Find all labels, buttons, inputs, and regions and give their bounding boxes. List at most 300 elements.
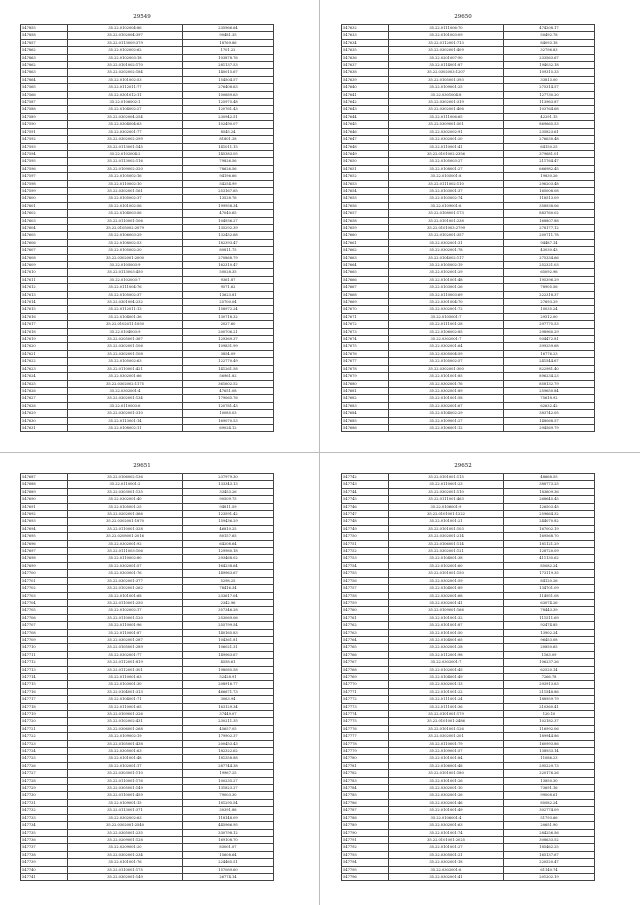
cadastral-number-cell: 35.22.0303001:110 <box>68 770 183 777</box>
value-cell: 164238.64 <box>183 562 274 569</box>
row-id-cell: 547762 <box>342 622 389 629</box>
table-row <box>342 128 595 135</box>
table-row <box>342 555 595 562</box>
cadastral-number-cell: 35.22.0105001:393 <box>389 76 504 83</box>
row-id-cell: 547596 <box>21 165 68 172</box>
row-id-cell: 547565 <box>21 84 68 91</box>
value-cell: 47651.08 <box>183 387 274 394</box>
cadastral-number-cell: 35.22.0110001:41 <box>389 143 504 150</box>
value-cell: 222318.37 <box>504 291 595 298</box>
row-id-cell: 547671 <box>342 313 389 320</box>
row-id-cell: 547757 <box>342 585 389 592</box>
row-id-cell: 547683 <box>342 402 389 409</box>
value-cell: 13902.24 <box>504 629 595 636</box>
row-id-cell: 547701 <box>21 577 68 584</box>
value-cell: 276408.63 <box>183 84 274 91</box>
value-cell: 230942.51 <box>183 113 274 120</box>
cadastral-number-cell: 35.22.0302001:10 <box>389 785 504 792</box>
row-id-cell: 547641 <box>342 91 389 98</box>
value-cell: 198085.58 <box>183 666 274 673</box>
table-row <box>21 488 274 495</box>
row-id-cell: 547858 <box>21 32 68 39</box>
table-row <box>21 777 274 784</box>
cadastral-number-cell: 35.22.0302001:40 <box>68 496 183 503</box>
cadastral-number-cell: 35.22.0101001:58 <box>389 395 504 402</box>
cadastral-number-cell: 35.22.0304004:63 <box>68 121 183 128</box>
cadastral-number-cell: 35.22.0302001:64 <box>389 343 504 350</box>
value-cell: 308633.52 <box>504 836 595 843</box>
cadastral-number-cell: 35.22.0109001:27 <box>389 417 504 424</box>
cadastral-number-cell: 35.22.0302001:300 <box>389 365 504 372</box>
table-row <box>342 358 595 365</box>
row-id-cell: 547629 <box>21 410 68 417</box>
row-id-cell: 547772 <box>342 696 389 703</box>
row-id-cell: 547709 <box>21 636 68 643</box>
table-row <box>342 474 595 481</box>
row-id-cell: 547789 <box>342 822 389 829</box>
table-row <box>21 533 274 540</box>
cadastral-number-cell: 35.22.0106001:4 <box>389 814 504 821</box>
value-cell: 169568.70 <box>504 533 595 540</box>
value-cell: 106237.26 <box>504 659 595 666</box>
table-row <box>342 762 595 769</box>
row-id-cell: 547738 <box>21 851 68 858</box>
cadastral-number-cell: 35.22.0111001:463 <box>389 496 504 503</box>
cadastral-number-cell: 35.22.0105001:438 <box>68 740 183 747</box>
table-row <box>21 770 274 777</box>
table-row <box>21 755 274 762</box>
row-id-cell: 547679 <box>342 373 389 380</box>
table-row <box>342 76 595 83</box>
table-row <box>21 136 274 143</box>
cadastral-number-cell: 35.22.0105002:16 <box>68 173 183 180</box>
page-divider-horizontal <box>0 452 640 453</box>
table-row <box>342 99 595 106</box>
table-row <box>21 158 274 165</box>
value-cell: 211764.47 <box>504 158 595 165</box>
row-id-cell: 547748 <box>342 518 389 525</box>
value-cell: 296203.48 <box>504 180 595 187</box>
cadastral-number-cell: 35.22.0104001:313 <box>68 688 183 695</box>
table-row <box>21 224 274 231</box>
cadastral-number-cell: 35.22.0109001:226 <box>68 711 183 718</box>
row-id-cell: 547594 <box>21 150 68 157</box>
value-cell: 168807.88 <box>504 217 595 224</box>
cadastral-number-cell: 35.22.0302001:1870 <box>68 518 183 525</box>
row-id-cell: 547864 <box>21 76 68 83</box>
table-row <box>21 592 274 599</box>
cadastral-number-cell: 35.22.0303001:76 <box>68 570 183 577</box>
value-cell: 96453.08 <box>504 636 595 643</box>
value-cell: 118513.09 <box>504 195 595 202</box>
row-id-cell: 547733 <box>21 814 68 821</box>
row-id-cell: 547771 <box>342 688 389 695</box>
value-cell: 169108.70 <box>183 836 274 843</box>
value-cell: 30391.88 <box>183 807 274 814</box>
cadastral-number-cell: 35.22.0302001:20 <box>389 136 504 143</box>
row-id-cell: 547765 <box>342 644 389 651</box>
table-row <box>342 91 595 98</box>
table-row <box>21 69 274 76</box>
value-cell: 220176.26 <box>504 770 595 777</box>
value-cell: 25700.04 <box>183 299 274 306</box>
table-row <box>21 395 274 402</box>
cadastral-number-cell: 35.22.0101001:22 <box>389 688 504 695</box>
table-row <box>21 187 274 194</box>
row-id-cell: 547657 <box>342 210 389 217</box>
row-id-cell: 547696 <box>21 540 68 547</box>
cadastral-number-cell: 35.22.0113009:379 <box>68 39 183 46</box>
cadastral-number-cell: 35.22.0106001:12 <box>389 424 504 431</box>
table-row <box>21 54 274 61</box>
table-row <box>342 39 595 46</box>
register-table <box>341 24 595 432</box>
row-id-cell: 547616 <box>21 313 68 320</box>
table-row <box>342 313 595 320</box>
cadastral-number-cell: 35.22.0101002:56 <box>68 202 183 209</box>
cadastral-number-cell: 35.22.0105001:8 <box>389 173 504 180</box>
table-row <box>21 659 274 666</box>
row-id-cell: 547787 <box>342 807 389 814</box>
value-cell: 61140.74 <box>504 866 595 873</box>
row-id-cell: 547628 <box>21 402 68 409</box>
value-cell: 64208.64 <box>183 540 274 547</box>
cadastral-number-cell: 35.22.0105002:2079 <box>68 224 183 231</box>
row-id-cell: 547694 <box>21 525 68 532</box>
table-row <box>21 873 274 880</box>
table-row <box>342 306 595 313</box>
row-id-cell: 547613 <box>21 291 68 298</box>
row-id-cell: 547702 <box>21 585 68 592</box>
cadastral-number-cell: 35.22.0108002:53 <box>68 239 183 246</box>
value-cell: 104936.27 <box>183 217 274 224</box>
value-cell: 383742.05 <box>504 410 595 417</box>
value-cell: 5298.25 <box>183 577 274 584</box>
table-row <box>342 577 595 584</box>
value-cell: 33813.00 <box>504 76 595 83</box>
table-row <box>342 417 595 424</box>
table-row <box>342 533 595 540</box>
table-row <box>21 644 274 651</box>
value-cell: 84093.18 <box>504 39 595 46</box>
row-id-cell: 547610 <box>21 269 68 276</box>
row-id-cell: 547743 <box>342 481 389 488</box>
value-cell: 50492.78 <box>504 32 595 39</box>
cadastral-number-cell: 35.22.0302001:7 <box>389 659 504 666</box>
cadastral-number-cell: 35.22.0104002:27 <box>68 106 183 113</box>
cadastral-number-cell: 35.22.0101001:76 <box>68 859 183 866</box>
table-row <box>21 792 274 799</box>
value-cell: 163129.34 <box>183 703 274 710</box>
row-id-cell: 547746 <box>342 503 389 510</box>
row-id-cell: 547782 <box>342 770 389 777</box>
row-id-cell: 547730 <box>21 792 68 799</box>
row-id-cell: 547713 <box>21 666 68 673</box>
table-row <box>342 336 595 343</box>
row-id-cell: 547684 <box>342 410 389 417</box>
table-row <box>342 387 595 394</box>
table-row <box>342 540 595 547</box>
row-id-cell: 547720 <box>21 718 68 725</box>
value-cell: 79826.56 <box>183 158 274 165</box>
value-cell: 189944.86 <box>504 733 595 740</box>
table-row <box>342 851 595 858</box>
cadastral-number-cell: 35.22.0302001:7 <box>389 336 504 343</box>
table-row <box>342 202 595 209</box>
table-row <box>342 299 595 306</box>
cadastral-number-cell: 35.22.0302001:134 <box>68 395 183 402</box>
value-cell: 62520.14 <box>504 666 595 673</box>
value-cell: 199958.34 <box>183 202 274 209</box>
table-row <box>342 599 595 606</box>
table-row <box>21 291 274 298</box>
row-id-cell: 547778 <box>342 740 389 747</box>
value-cell: 295229.73 <box>504 762 595 769</box>
cadastral-number-cell: 35.22.0108001:27 <box>389 165 504 172</box>
cadastral-number-cell: 35.22.0301004:70 <box>389 299 504 306</box>
row-id-cell: 547625 <box>21 380 68 387</box>
table-row <box>21 321 274 328</box>
cadastral-number-cell: 35.22.0104003:56 <box>68 210 183 217</box>
cadastral-number-cell: 35.22.0302001:31 <box>389 239 504 246</box>
row-id-cell: 547727 <box>21 770 68 777</box>
row-id-cell: 547609 <box>21 262 68 269</box>
table-row <box>342 614 595 621</box>
value-cell: 278177.12 <box>504 224 595 231</box>
cadastral-number-cell: 35.22.0302001:4 <box>68 387 183 394</box>
value-cell: 20850.65 <box>504 644 595 651</box>
value-cell: 129980.18 <box>183 548 274 555</box>
cadastral-number-cell: 35.22.0302001:234 <box>68 851 183 858</box>
value-cell: 104361.81 <box>183 636 274 643</box>
cadastral-number-cell: 35.22.0105002:63 <box>68 358 183 365</box>
row-id-cell: 547674 <box>342 336 389 343</box>
row-id-cell: 547786 <box>342 799 389 806</box>
value-cell: 293913.63 <box>504 681 595 688</box>
table-row <box>342 644 595 651</box>
row-id-cell: 547706 <box>21 614 68 621</box>
cadastral-number-cell: 35.22.0109001:57 <box>389 748 504 755</box>
table-row <box>21 829 274 836</box>
value-cell: 80157.65 <box>183 533 274 540</box>
row-id-cell: 547676 <box>342 350 389 357</box>
value-cell: 120781.43 <box>183 402 274 409</box>
row-id-cell: 547781 <box>342 762 389 769</box>
table-row <box>21 269 274 276</box>
value-cell: 45657.05 <box>183 725 274 732</box>
table-row <box>342 740 595 747</box>
cadastral-number-cell: 35.22.0102002:17 <box>68 607 183 614</box>
row-id-cell: 547761 <box>342 614 389 621</box>
value-cell: 11086.23 <box>504 755 595 762</box>
cadastral-number-cell: 35.22.0302001:57 <box>68 562 183 569</box>
row-id-cell: 547591 <box>21 128 68 135</box>
row-id-cell: 547731 <box>21 799 68 806</box>
row-id-cell: 547767 <box>342 659 389 666</box>
value-cell: 287744.38 <box>183 762 274 769</box>
value-cell: 358938.06 <box>504 202 595 209</box>
row-id-cell: 547763 <box>342 629 389 636</box>
register-table <box>20 24 274 432</box>
table-row <box>342 54 595 61</box>
table-row <box>21 299 274 306</box>
table-row <box>342 121 595 128</box>
row-id-cell: 547722 <box>21 733 68 740</box>
row-id-cell: 547863 <box>21 69 68 76</box>
cadastral-number-cell: 35.22.0302001:121 <box>389 548 504 555</box>
table-row <box>21 859 274 866</box>
value-cell: 4558.61 <box>183 659 274 666</box>
table-row <box>342 696 595 703</box>
value-cell: 182322.62 <box>183 748 274 755</box>
value-cell: 132452.68 <box>183 232 274 239</box>
row-id-cell: 547742 <box>342 474 389 481</box>
row-id-cell: 547774 <box>342 711 389 718</box>
value-cell: 181121.29 <box>504 540 595 547</box>
value-cell: 934472.81 <box>504 336 595 343</box>
table-row <box>21 503 274 510</box>
cadastral-number-cell: 35.22.0103001:26 <box>389 284 504 291</box>
table-row <box>21 725 274 732</box>
table-row <box>342 718 595 725</box>
cadastral-number-cell: 35.22.0112001:301 <box>68 666 183 673</box>
table-row <box>21 785 274 792</box>
value-cell: 69024.12 <box>183 424 274 431</box>
value-cell: 114951.08 <box>504 592 595 599</box>
cadastral-number-cell: 35.22.0110001:459 <box>68 792 183 799</box>
row-id-cell: 547661 <box>342 239 389 246</box>
value-cell: 126503.45 <box>504 503 595 510</box>
cadastral-number-cell: 35.22.0302001:108 <box>68 350 183 357</box>
row-id-cell: 547863 <box>21 54 68 61</box>
row-id-cell: 547724 <box>21 748 68 755</box>
row-id-cell: 547619 <box>21 336 68 343</box>
value-cell: 141011.15 <box>183 143 274 150</box>
value-cell: 294569.79 <box>504 424 595 431</box>
value-cell: 173119.35 <box>504 570 595 577</box>
table-row <box>342 725 595 732</box>
page-block <box>20 459 264 881</box>
cadastral-number-cell: 35.22.0112001:819 <box>68 659 183 666</box>
value-cell: 103878.76 <box>183 54 274 61</box>
value-cell: 210360.41 <box>504 703 595 710</box>
cadastral-number-cell: 35.22.0102001:262 <box>68 585 183 592</box>
cadastral-number-cell: 35.22.0202001:366 <box>68 511 183 518</box>
table-row <box>21 762 274 769</box>
table-row <box>342 814 595 821</box>
value-cell: 858132.79 <box>504 380 595 387</box>
row-id-cell: 547736 <box>21 836 68 843</box>
cadastral-number-cell: 35.22.0104001:38 <box>389 555 504 562</box>
value-cell: 145383.05 <box>183 150 274 157</box>
cadastral-number-cell: 35.22.0101001:126 <box>389 725 504 732</box>
cadastral-number-cell: 35.22.0110001:65 <box>68 703 183 710</box>
row-id-cell: 547650 <box>342 158 389 165</box>
table-row <box>342 755 595 762</box>
cadastral-number-cell: 35.22.0110001:96 <box>68 622 183 629</box>
value-cell: 270868.79 <box>183 254 274 261</box>
cadastral-number-cell: 35.22.0101001:26 <box>389 777 504 784</box>
cadastral-number-cell: 35.22.0102004:86 <box>68 25 183 32</box>
row-id-cell: 547790 <box>342 829 389 836</box>
table-row <box>21 262 274 269</box>
table-row <box>342 481 595 488</box>
cadastral-number-cell: 35.22.0302001:63 <box>389 822 504 829</box>
cadastral-number-cell: 35.22.0302001:214 <box>389 533 504 540</box>
row-id-cell: 547637 <box>342 62 389 69</box>
cadastral-number-cell: 35.22.0202002:184 <box>68 69 183 76</box>
row-id-cell: 547592 <box>21 136 68 143</box>
value-cell: 140015.67 <box>183 69 274 76</box>
value-cell: 200453.43 <box>183 740 274 747</box>
value-cell: 220520.47 <box>504 859 595 866</box>
row-id-cell: 547658 <box>342 217 389 224</box>
cadastral-number-cell: 35.22.0106001:9 <box>389 503 504 510</box>
row-id-cell: 547652 <box>342 173 389 180</box>
cadastral-number-cell: 35.22.0101001:48 <box>389 276 504 283</box>
cadastral-number-cell: 35.22.0110001:23 <box>389 481 504 488</box>
row-id-cell: 547642 <box>342 99 389 106</box>
value-cell: 666982.45 <box>504 165 595 172</box>
cadastral-number-cell: 35.22.0302001:201 <box>389 733 504 740</box>
row-id-cell: 547862 <box>21 47 68 54</box>
table-row <box>342 217 595 224</box>
cadastral-number-cell: 35.22.0302002:1175 <box>68 380 183 387</box>
value-cell: 19830.26 <box>504 173 595 180</box>
cadastral-number-cell: 35.22.0102001:60 <box>389 562 504 569</box>
value-cell: 123591.42 <box>183 511 274 518</box>
cadastral-number-cell: 35.22.0105002:37 <box>68 291 183 298</box>
value-cell: 181358.88 <box>183 755 274 762</box>
row-id-cell: 547754 <box>342 562 389 569</box>
cadastral-number-cell: 35.22.0108002:11 <box>68 424 183 431</box>
table-row <box>342 651 595 658</box>
table-row <box>342 518 595 525</box>
table-row <box>21 511 274 518</box>
value-cell: 208916.77 <box>183 681 274 688</box>
cadastral-number-cell: 35.22.0101003:2799 <box>389 224 504 231</box>
value-cell: 165008.08 <box>504 187 595 194</box>
table-row <box>21 254 274 261</box>
value-cell: 84120.26 <box>504 577 595 584</box>
value-cell: 100235.27 <box>183 777 274 784</box>
table-row <box>21 232 274 239</box>
value-cell: 120761.43 <box>183 106 274 113</box>
table-row <box>21 681 274 688</box>
value-cell: 102490.07 <box>183 121 274 128</box>
table-row <box>342 143 595 150</box>
cadastral-number-cell: 35.22.0302001:72 <box>389 306 504 313</box>
value-cell: 113963.87 <box>504 99 595 106</box>
value-cell: 51793.66 <box>504 814 595 821</box>
register-table <box>341 473 595 881</box>
table-row <box>342 570 595 577</box>
cadastral-number-cell: 35.22.0110002:10 <box>68 180 183 187</box>
value-cell: 233563.67 <box>504 54 595 61</box>
row-id-cell: 547756 <box>342 577 389 584</box>
row-id-cell: 547656 <box>342 202 389 209</box>
table-row <box>342 373 595 380</box>
value-cell: 13528.76 <box>183 195 274 202</box>
cadastral-number-cell: 35.22.0111001:28 <box>389 321 504 328</box>
cadastral-number-cell: 35.22.0103001:30 <box>68 681 183 688</box>
value-cell: 103764.68 <box>504 106 595 113</box>
cadastral-number-cell: 35.22.0108001:173 <box>389 210 504 217</box>
cadastral-number-cell: 35.22.0302001:2000 <box>68 254 183 261</box>
cadastral-number-cell: 35.22.0113002:116 <box>68 158 183 165</box>
value-cell: 129369.37 <box>183 336 274 343</box>
row-id-cell: 547654 <box>342 187 389 194</box>
